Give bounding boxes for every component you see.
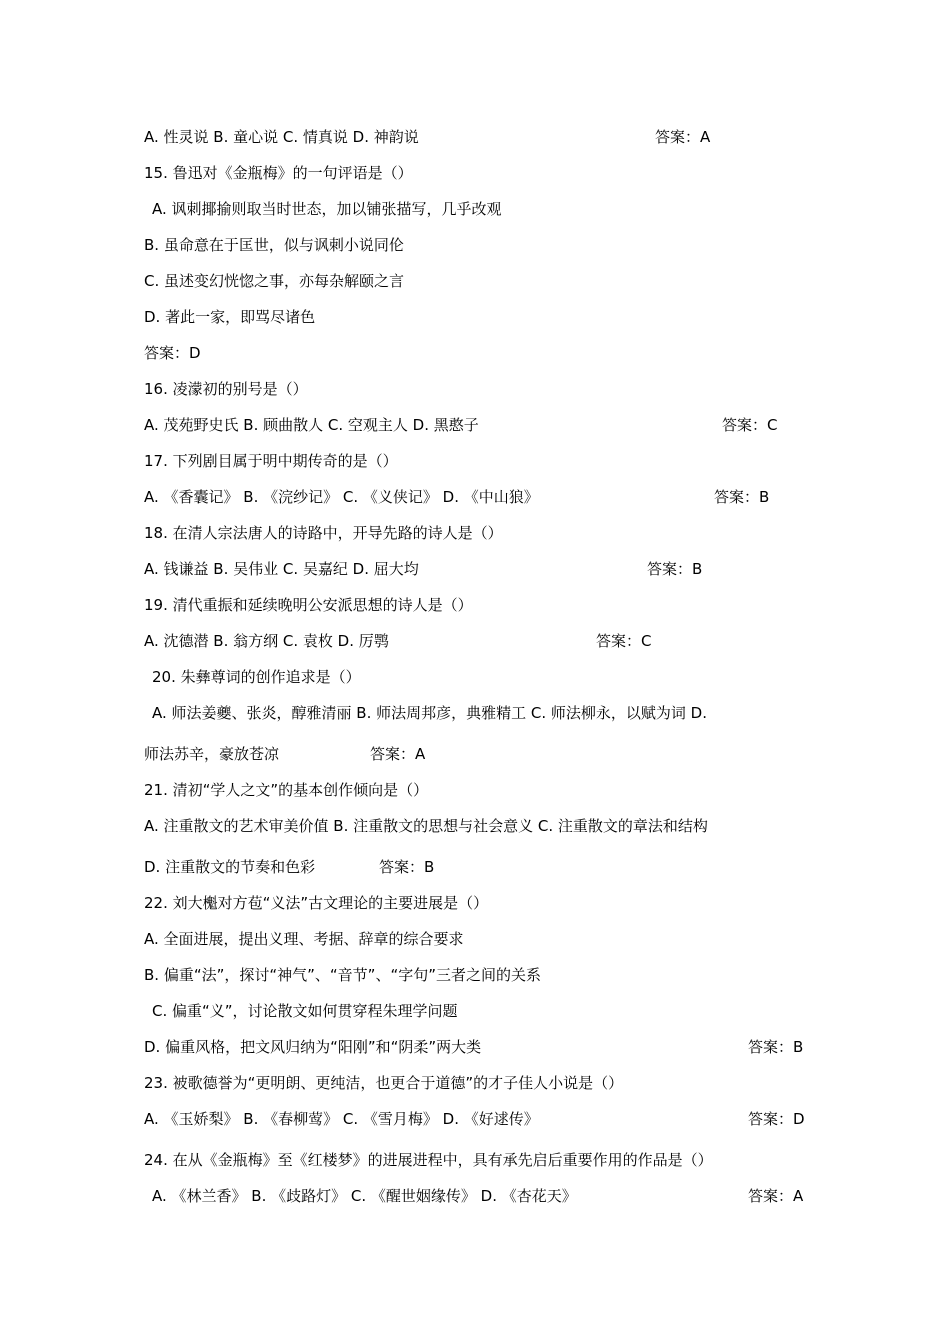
q19-answer: 答案：C — [596, 632, 652, 650]
q14-options: A. 性灵说 B. 童心说 C. 情真说 D. 神韵说 — [144, 128, 419, 146]
q22-option-a: A. 全面进展，提出义理、考据、辞章的综合要求 — [144, 930, 464, 948]
q21-option-d: D. 注重散文的节奏和色彩 — [144, 858, 316, 876]
q22-option-d: D. 偏重风格，把文风归纳为“阳刚”和“阴柔”两大类 — [144, 1038, 482, 1056]
q22-option-c: C. 偏重“义”，讨论散文如何贯穿程朱理学问题 — [152, 1002, 458, 1020]
q23-options: A. 《玉娇梨》 B. 《春柳莺》 C. 《雪月梅》 D. 《好逑传》 — [144, 1110, 539, 1128]
q15-answer: 答案：D — [144, 344, 201, 362]
q15-option-d: D. 著此一家，即骂尽诸色 — [144, 308, 316, 326]
q17-options: A. 《香囊记》 B. 《浣纱记》 C. 《义侠记》 D. 《中山狼》 — [144, 488, 539, 506]
q20-question: 20. 朱彝尊词的创作追求是（） — [152, 668, 361, 686]
q15-option-a: A. 讽刺揶揄则取当时世态，加以铺张描写，几乎改观 — [152, 200, 502, 218]
q16-question: 16. 凌濛初的别号是（） — [144, 380, 308, 398]
q15-option-b: B. 虽命意在于匡世，似与讽刺小说同伦 — [144, 236, 404, 254]
q20-options: A. 师法姜夔、张炎，醇雅清丽 B. 师法周邦彦，典雅精工 C. 师法柳永，以赋为词 D. — [152, 704, 707, 722]
q17-answer: 答案：B — [714, 488, 770, 506]
q22-option-b: B. 偏重“法”，探讨“神气”、“音节”、“字句”三者之间的关系 — [144, 966, 541, 984]
q19-options: A. 沈德潜 B. 翁方纲 C. 袁枚 D. 厉鹗 — [144, 632, 389, 650]
q16-answer: 答案：C — [722, 416, 778, 434]
q21-question: 21. 清初“学人之文”的基本创作倾向是（） — [144, 781, 429, 799]
q23-answer: 答案：D — [748, 1110, 805, 1128]
q20-option-d-cont: 师法苏辛，豪放苍凉 — [144, 745, 280, 763]
q20-answer: 答案：A — [370, 745, 426, 763]
q24-answer: 答案：A — [748, 1187, 804, 1205]
q24-question: 24. 在从《金瓶梅》至《红楼梦》的进展进程中，具有承先启后重要作用的作品是（） — [144, 1151, 713, 1169]
q15-option-c: C. 虽述变幻恍惚之事，亦每杂解颐之言 — [144, 272, 405, 290]
q18-options: A. 钱谦益 B. 吴伟业 C. 吴嘉纪 D. 屈大均 — [144, 560, 419, 578]
q23-question: 23. 被歌德誉为“更明朗、更纯洁，也更合于道德”的才子佳人小说是（） — [144, 1074, 624, 1092]
q21-options: A. 注重散文的艺术审美价值 B. 注重散文的思想与社会意义 C. 注重散文的章法和结构 — [144, 817, 708, 835]
q15-question: 15. 鲁迅对《金瓶梅》的一句评语是（） — [144, 164, 413, 182]
q17-question: 17. 下列剧目属于明中期传奇的是（） — [144, 452, 398, 470]
q24-options: A. 《林兰香》 B. 《歧路灯》 C. 《醒世姻缘传》 D. 《杏花天》 — [152, 1187, 577, 1205]
q14-answer: 答案：A — [655, 128, 711, 146]
q22-answer: 答案：B — [748, 1038, 804, 1056]
q19-question: 19. 清代重振和延续晚明公安派思想的诗人是（） — [144, 596, 473, 614]
q18-question: 18. 在清人宗法唐人的诗路中，开导先路的诗人是（） — [144, 524, 503, 542]
q22-question: 22. 刘大櫆对方苞“义法”古文理论的主要进展是（） — [144, 894, 489, 912]
q18-answer: 答案：B — [647, 560, 703, 578]
q21-answer: 答案：B — [379, 858, 435, 876]
q16-options: A. 茂苑野史氏 B. 顾曲散人 C. 空观主人 D. 黑憨子 — [144, 416, 479, 434]
